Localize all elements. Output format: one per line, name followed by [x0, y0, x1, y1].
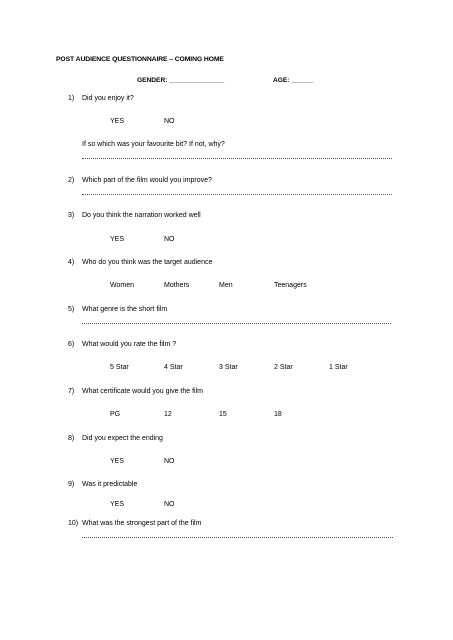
option-15[interactable]: 15	[219, 411, 227, 418]
option-yes[interactable]: YES	[110, 458, 125, 465]
answer-line[interactable]	[82, 194, 392, 195]
question-text: Do you think the narration worked well	[82, 212, 201, 219]
option-no[interactable]: NO	[164, 501, 175, 508]
question-text: What genre is the short film	[82, 306, 168, 313]
option-18[interactable]: 18	[274, 411, 282, 418]
question-text: Did you enjoy it?	[82, 95, 134, 102]
option-12[interactable]: 12	[164, 411, 172, 418]
question-number: 1)	[68, 95, 75, 102]
option-mothers[interactable]: Mothers	[164, 282, 190, 289]
question-number: 2)	[68, 177, 75, 184]
option-3-star[interactable]: 3 Star	[219, 364, 238, 371]
option-1-star[interactable]: 1 Star	[329, 364, 348, 371]
question-number: 10)	[68, 520, 79, 527]
option-4-star[interactable]: 4 Star	[164, 364, 183, 371]
answer-line[interactable]	[82, 537, 393, 538]
question-number: 3)	[68, 212, 75, 219]
option-yes[interactable]: YES	[110, 236, 125, 243]
question-number: 4)	[68, 259, 75, 266]
question-text: Which part of the film would you improve?	[82, 177, 212, 184]
option-no[interactable]: NO	[164, 118, 175, 125]
option-teenagers[interactable]: Teenagers	[274, 282, 307, 289]
question-number: 8)	[68, 435, 75, 442]
option-men[interactable]: Men	[219, 282, 233, 289]
option-no[interactable]: NO	[164, 458, 175, 465]
question-text: Was it predictable	[82, 481, 138, 488]
option-no[interactable]: NO	[164, 236, 175, 243]
followup-text: If so which was your favourite bit? If not, why?	[82, 141, 225, 148]
age-field[interactable]: AGE: ______	[273, 77, 314, 84]
option-2-star[interactable]: 2 Star	[274, 364, 293, 371]
question-text: Who do you think was the target audience	[82, 259, 213, 266]
question-text: What certificate would you give the film	[82, 388, 203, 395]
option-5-star[interactable]: 5 Star	[110, 364, 129, 371]
option-pg[interactable]: PG	[110, 411, 121, 418]
answer-line[interactable]	[82, 158, 392, 159]
answer-line[interactable]	[82, 323, 391, 324]
page-title: POST AUDIENCE QUESTIONNAIRE – COMING HOME	[56, 56, 224, 63]
option-yes[interactable]: YES	[110, 118, 125, 125]
question-text: Did you expect the ending	[82, 435, 163, 442]
option-yes[interactable]: YES	[110, 501, 125, 508]
option-women[interactable]: Women	[110, 282, 134, 289]
question-number: 6)	[68, 341, 75, 348]
question-number: 5)	[68, 306, 75, 313]
question-text: What would you rate the film ?	[82, 341, 177, 348]
gender-field[interactable]: GENDER: _______________	[137, 77, 225, 84]
question-text: What was the strongest part of the film	[82, 520, 202, 527]
question-number: 9)	[68, 481, 75, 488]
question-number: 7)	[68, 388, 75, 395]
